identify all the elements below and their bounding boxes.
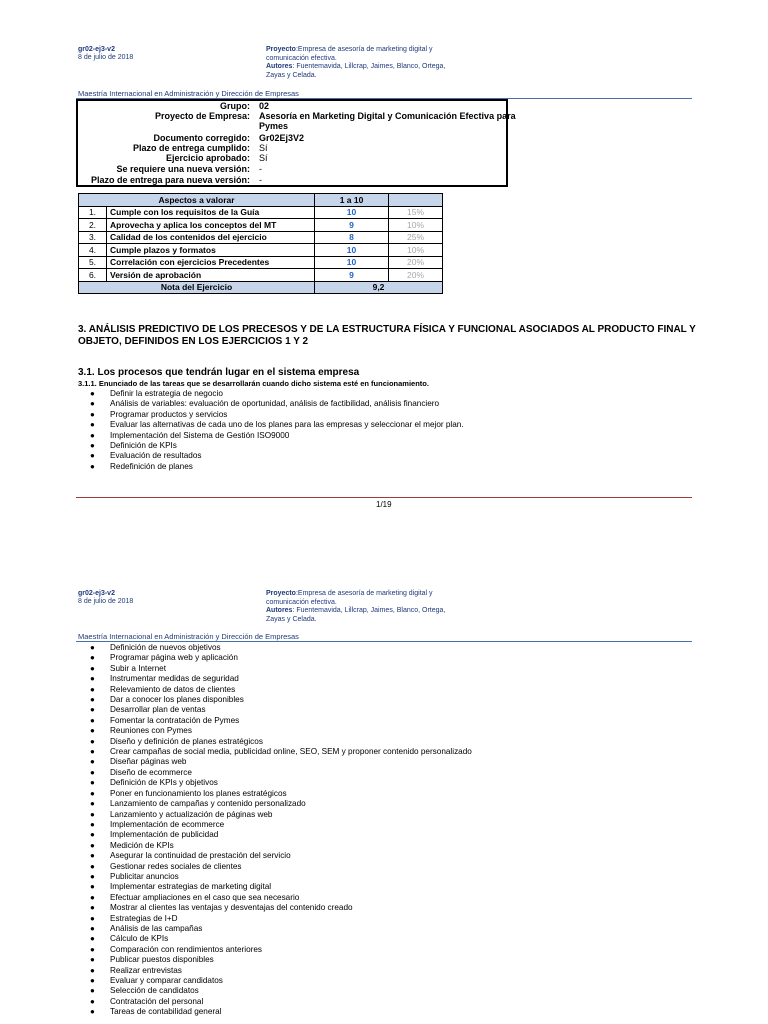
grade-score: 8: [315, 231, 389, 244]
info-value: Asesoría en Marketing Digital y Comunicación Efectiva para Pymes: [259, 111, 516, 131]
doc-code: gr02-ej3-v2: [78, 46, 115, 53]
list-item: [90, 705, 472, 715]
list-item: [90, 726, 472, 736]
list-item: [90, 461, 464, 472]
list-item: [90, 799, 472, 809]
list-item-text: Evaluación de resultados: [110, 451, 202, 461]
list-item-text: Relevamiento de datos de clientes: [110, 684, 236, 694]
list-item-text: Análisis de las campañas: [110, 923, 203, 933]
list-item-text: Definición de KPIs y objetivos: [110, 778, 218, 788]
bullet-icon: ●: [90, 799, 95, 809]
list-item-text: Implementación de publicidad: [110, 830, 219, 840]
grade-aspect: Versión de aprobación: [107, 269, 315, 282]
grade-aspect: Cumple con los requisitos de la Guía: [107, 206, 315, 219]
info-label: Plazo de entrega cumplido:: [132, 143, 250, 153]
info-value: -: [259, 164, 262, 174]
bullet-icon: ●: [90, 955, 95, 965]
bullet-icon: ●: [90, 819, 95, 829]
bullet-icon: ●: [90, 674, 95, 684]
bullet-icon: ●: [90, 684, 95, 694]
list-item-text: Selección de candidatos: [110, 986, 199, 996]
grade-row: [79, 219, 443, 232]
list-item-text: Publicar puestos disponibles: [110, 955, 214, 965]
list-item-text: Cálculo de KPIs: [110, 934, 169, 944]
info-label: Documento corregido:: [153, 133, 250, 143]
list-item-text: Comparación con rendimientos anteriores: [110, 944, 263, 954]
grade-score: 10: [315, 256, 389, 269]
list-item-text: Asegurar la continuidad de prestación del servicio: [110, 851, 291, 861]
grade-number: 1.: [79, 206, 107, 219]
bullet-icon: ●: [90, 809, 95, 819]
bullet-icon: ●: [90, 913, 95, 923]
list-item: [90, 663, 472, 674]
list-item: [90, 923, 472, 934]
institution-name: Maestría Internacional en Administración y Dirección de Empresas: [78, 89, 299, 98]
bullet-icon: ●: [90, 892, 95, 902]
list-item: [90, 1007, 472, 1017]
list-item-text: Poner en funcionamiento los planes estratégicos: [110, 788, 287, 798]
list-item: [90, 882, 472, 892]
bullet-icon: ●: [90, 871, 95, 881]
list-item: [90, 451, 464, 461]
authors-label: Autores: [266, 607, 293, 614]
info-label: Se requiere una nueva versión:: [116, 164, 250, 174]
section-title: 3. ANÁLISIS PREDICTIVO DE LOS PRECESOS Y DE LA ESTRUCTURA FÍSICA Y FUNCIONAL ASOCIADOS AL PRODUCTO FINAL Y OBJETO, DEFINIDOS EN LOS EJERCICIOS 1 Y 2: [78, 324, 696, 347]
list-item: [90, 861, 472, 872]
bullet-icon: ●: [90, 420, 95, 430]
bullet-icon: ●: [90, 903, 95, 913]
doc-date: 8 de julio de 2018: [78, 598, 134, 605]
list-item-text: Mostrar al clientes las ventajas y desventajas del contenido creado: [110, 903, 353, 913]
list-item-text: Realizar entrevistas: [110, 965, 182, 975]
list-item: [90, 736, 472, 747]
grade-weight: 15%: [389, 206, 443, 219]
grade-aspect: Calidad de los contenidos del ejercicio: [107, 231, 315, 244]
list-item-text: Análisis de variables: evaluación de oportunidad, análisis de factibilidad, análisis financiero: [110, 399, 440, 409]
list-item-text: Definición de nuevos objetivos: [110, 643, 221, 652]
header-scale: 1 a 10: [315, 194, 389, 207]
grade-number: 4.: [79, 244, 107, 257]
list-item-text: Diseño y definición de planes estratégicos: [110, 736, 263, 746]
info-label: Ejercicio aprobado:: [165, 153, 250, 163]
list-item-text: Diseñar páginas web: [110, 757, 187, 767]
bullet-icon: ●: [90, 1007, 95, 1017]
list-item-text: Gestionar redes sociales de clientes: [110, 861, 242, 871]
list-item: [90, 944, 472, 955]
header-right: [266, 590, 456, 624]
list-item-text: Subir a Internet: [110, 663, 166, 673]
grade-row: [79, 244, 443, 257]
authors-text: : Fuentemavida, Lillcrap, Jaimes, Blanco, Ortega, Zayas y Celada.: [266, 607, 446, 623]
list-item-text: Medición de KPIs: [110, 840, 174, 850]
task-list-page-1: [90, 389, 464, 472]
list-item-text: Reuniones con Pymes: [110, 726, 192, 736]
bullet-icon: ●: [90, 986, 95, 996]
header-aspects: Aspectos a valorar: [79, 194, 315, 207]
bullet-icon: ●: [90, 663, 95, 673]
list-item: [90, 830, 472, 840]
subsection-title: 3.1. Los procesos que tendrán lugar en el sistema empresa: [78, 367, 360, 378]
bullet-icon: ●: [90, 736, 95, 746]
list-item: [90, 986, 472, 996]
header-left: [78, 590, 133, 606]
bullet-icon: ●: [90, 695, 95, 705]
bullet-icon: ●: [90, 399, 95, 409]
info-value: Sí: [259, 153, 268, 163]
list-item: [90, 747, 472, 757]
list-item-text: Programar productos y servicios: [110, 409, 228, 419]
list-item: [90, 965, 472, 976]
grade-weight: 10%: [389, 219, 443, 232]
project-text: :Empresa de asesoría de marketing digital y comunicación efectiva.: [266, 590, 433, 606]
bullet-icon: ●: [90, 944, 95, 954]
list-item-text: Desarrollar plan de ventas: [110, 705, 206, 715]
list-item: [90, 809, 472, 820]
list-item-text: Dar a conocer los planes disponibles: [110, 695, 244, 705]
list-item-text: Definición de KPIs: [110, 441, 177, 451]
list-item: [90, 684, 472, 695]
grade-weight: 20%: [389, 256, 443, 269]
bullet-icon: ●: [90, 715, 95, 725]
evaluation-info-box: [76, 99, 516, 187]
bullet-icon: ●: [90, 778, 95, 788]
list-item-text: Tareas de contabilidad general: [110, 1007, 222, 1017]
footer-rule: [76, 497, 692, 498]
info-value: Sí: [259, 143, 268, 153]
header-rule: [76, 641, 692, 642]
list-item-text: Estrategias de I+D: [110, 913, 178, 923]
info-value: Gr02Ej3V2: [259, 133, 305, 143]
list-item: [90, 409, 464, 420]
bullet-icon: ●: [90, 851, 95, 861]
bullet-icon: ●: [90, 965, 95, 975]
list-item: [90, 955, 472, 965]
grade-score: 9: [315, 269, 389, 282]
list-item: [90, 934, 472, 944]
grade-aspect: Cumple plazos y formatos: [107, 244, 315, 257]
list-item: [90, 653, 472, 663]
list-item: [90, 399, 464, 409]
header-right: [266, 46, 456, 80]
authors-text: : Fuentemavida, Lillcrap, Jaimes, Blanco, Ortega, Zayas y Celada.: [266, 63, 446, 79]
list-item: [90, 695, 472, 705]
subsubsection-title: 3.1.1. Enunciado de las tareas que se desarrollarán cuando dicho sistema esté en funcionamiento.: [78, 379, 429, 388]
list-item: [90, 840, 472, 851]
grade-number: 2.: [79, 219, 107, 232]
list-item-text: Crear campañas de social media, publicidad online, SEO, SEM y proponer contenido personalizado: [110, 747, 472, 757]
list-item-text: Implementar estrategias de marketing digital: [110, 882, 272, 892]
list-item-text: Implementación de ecommerce: [110, 819, 225, 829]
task-list-page-2: [90, 643, 472, 1018]
project-label: Proyecto: [266, 590, 296, 597]
grade-row: [79, 206, 443, 219]
project-label: Proyecto: [266, 46, 296, 53]
list-item-text: Fomentar la contratación de Pymes: [110, 715, 240, 725]
info-value: 02: [259, 101, 270, 111]
list-item-text: Definir la estrategia de negocio: [110, 389, 223, 398]
list-item: [90, 643, 472, 653]
bullet-icon: ●: [90, 882, 95, 892]
grade-row: [79, 256, 443, 269]
info-label: Plazo de entrega para nueva versión:: [90, 175, 250, 185]
grade-number: 6.: [79, 269, 107, 282]
list-item: [90, 715, 472, 726]
list-item: [90, 674, 472, 684]
list-item: [90, 389, 464, 399]
list-item: [90, 420, 464, 430]
list-item: [90, 903, 472, 913]
list-item: [90, 976, 472, 986]
bullet-icon: ●: [90, 389, 95, 398]
list-item: [90, 819, 472, 830]
bullet-icon: ●: [90, 726, 95, 736]
list-item: [90, 996, 472, 1007]
list-item: [90, 757, 472, 767]
list-item: [90, 778, 472, 788]
list-item-text: Evaluar las alternativas de cada uno de los planes para las empresas y seleccionar el mejor plan.: [110, 420, 464, 430]
list-item: [90, 851, 472, 861]
grade-weight: 20%: [389, 269, 443, 282]
bullet-icon: ●: [90, 441, 95, 451]
institution-name: Maestría Internacional en Administración y Dirección de Empresas: [78, 632, 299, 641]
bullet-icon: ●: [90, 643, 95, 652]
list-item: [90, 913, 472, 924]
bullet-icon: ●: [90, 840, 95, 850]
list-item: [90, 871, 472, 882]
page-number: 1/19: [376, 500, 392, 509]
bullet-icon: ●: [90, 430, 95, 440]
grade-score: 9: [315, 219, 389, 232]
bullet-icon: ●: [90, 923, 95, 933]
grade-table-header: [79, 194, 443, 207]
bullet-icon: ●: [90, 757, 95, 767]
list-item-text: Evaluar y comparar candidatos: [110, 976, 223, 985]
grade-aspect: Aprovecha y aplica los conceptos del MT: [107, 219, 315, 232]
grade-number: 3.: [79, 231, 107, 244]
bullet-icon: ●: [90, 705, 95, 715]
list-item-text: Efectuar ampliaciones en el caso que sea necesario: [110, 892, 300, 902]
info-label: Grupo:: [220, 101, 250, 111]
bullet-icon: ●: [90, 788, 95, 798]
grade-row: [79, 231, 443, 244]
bullet-icon: ●: [90, 653, 95, 663]
list-item-text: Lanzamiento y actualización de páginas web: [110, 809, 273, 819]
grade-table-footer: [79, 281, 443, 294]
footer-label: Nota del Ejercicio: [79, 281, 315, 294]
list-item-text: Contratación del personal: [110, 996, 204, 1006]
list-item-text: Lanzamiento de campañas y contenido personalizado: [110, 799, 306, 809]
grade-weight: 25%: [389, 231, 443, 244]
list-item: [90, 430, 464, 441]
grade-aspect: Correlación con ejercicios Precedentes: [107, 256, 315, 269]
bullet-icon: ●: [90, 747, 95, 757]
list-item-text: Programar página web y aplicación: [110, 653, 238, 663]
grade-weight: 10%: [389, 244, 443, 257]
list-item-text: Implementación del Sistema de Gestión ISO9000: [110, 430, 290, 440]
authors-label: Autores: [266, 63, 293, 70]
list-item-text: Publicitar anuncios: [110, 871, 179, 881]
bullet-icon: ●: [90, 830, 95, 840]
header-left: [78, 46, 133, 62]
bullet-icon: ●: [90, 461, 95, 471]
list-item: [90, 788, 472, 799]
list-item: [90, 767, 472, 778]
bullet-icon: ●: [90, 996, 95, 1006]
info-value: -: [259, 175, 262, 185]
grade-score: 10: [315, 244, 389, 257]
bullet-icon: ●: [90, 861, 95, 871]
header-empty: [389, 194, 443, 207]
footer-value: 9,2: [315, 281, 443, 294]
grade-table: [78, 193, 443, 294]
bullet-icon: ●: [90, 976, 95, 985]
bullet-icon: ●: [90, 934, 95, 944]
project-text: :Empresa de asesoría de marketing digital y comunicación efectiva.: [266, 46, 433, 62]
list-item: [90, 441, 464, 451]
list-item: [90, 892, 472, 903]
info-label: Proyecto de Empresa:: [154, 111, 250, 121]
bullet-icon: ●: [90, 451, 95, 461]
bullet-icon: ●: [90, 409, 95, 419]
grade-table-body: [79, 206, 443, 281]
bullet-icon: ●: [90, 767, 95, 777]
list-item-text: Instrumentar medidas de seguridad: [110, 674, 239, 684]
list-item-text: Diseño de ecommerce: [110, 767, 192, 777]
doc-date: 8 de julio de 2018: [78, 54, 134, 61]
doc-code: gr02-ej3-v2: [78, 590, 115, 597]
grade-number: 5.: [79, 256, 107, 269]
grade-row: [79, 269, 443, 282]
list-item-text: Redefinición de planes: [110, 461, 193, 471]
grade-score: 10: [315, 206, 389, 219]
